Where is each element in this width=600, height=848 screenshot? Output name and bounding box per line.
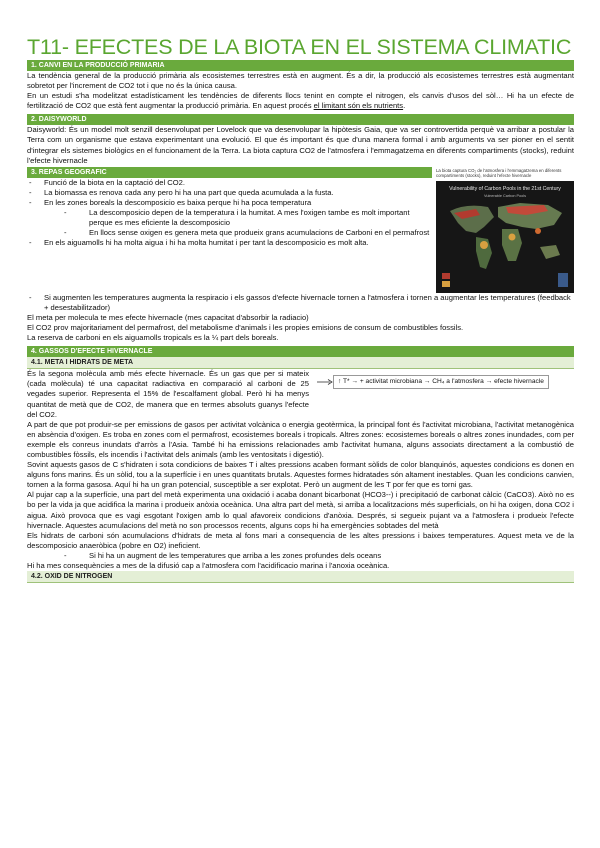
map-subtitle: Vulnerable Carbon Pools [483,193,527,198]
s4-paragraph-4: Al pujar cap a la superfície, una part del metà experimenta una oxidació i acaba donant bicarbonat (HCO3--) i precipitació de carbonat càlcic (CaCO3). Això no es bo per la vida ja que acidifica la marina i produeix anòxia oceànica. Una altra part del metà, si arriba a localitzacions més superficials, on hi ha oxigen, dona CO2 i aigua. Això provoca que es vagi esgotant l'oxigen amb lo qual afavoreix condicions d'anòxia. Després, si segueix pujant va a l'atmosfera i produeix l'efecte hivernacle. Aquestes acumulacions del metà no son processos recents, alguns cops hi ha emergències sobtades del metà [27,490,574,530]
list-item: - Si augmenten les temperatures augmenta la respiracio i els gassos d'efecte hivernacle tornen a l'atmosfera i tornen a augmentar les temperatures (feedback + desestabilitzador) [27,293,574,313]
section-heading-1: 1. CANVI EN LA PRODUCCIÓ PRIMARIA [27,60,574,71]
s1-p2-text: En un estudi s'ha modelitzat estadísticament les tendències de diferents llocs tenint en compte el nitrogen, els canvis d'usos del sòl… Hi ha un efecte de fertilització de CO2 que està fent augmentar la producció primària. En aquest procés [27,91,574,111]
world-map-graphic [436,181,574,293]
s4-paragraph-2: A part de que pot produir-se per emissions de gasos per activitat volcànica o energia geotèrmica, la principal font és l'activitat microbiana, l'activitat metanogènica en absència d'oxigen. Es troba en zones com el permafrost, ecosistemes boreals i tropicals. Altres zones: ecosistemes boreals o altres zones inundades, com per exemple els conreus inundats d'arròs a l'Asia. També hi ha emissions relacionades amb l'activitat humana, alguns associats directament a la combustió de combustibles fòssils, els incendis i l'activitat dels animals (amb les ventositats i digestió). [27,419,574,459]
map-title: Vulnerability of Carbon Pools in the 21st Century [449,185,561,192]
s1-p2-end: . [403,101,406,111]
s1-paragraph-1: La tendència general de la producció primària als ecosistemes terrestres està en augment. És a dir, la producció als ecosistemes terrestres està augmentant sobretot per l'increment de CO2 tot i que no és la única causa. [27,71,574,91]
s4-paragraph-3: Sovint aquests gasos de C s'hidraten i sota condicions de baixes T i altes pressions acaben formant sòlids de color blanquinós, aquestes condicions es donen en alguns fons marins. És un sòlid, tou a la superfície i en unes quantitats brutals. Aquestes formes hidratades són altament inestables. Quan les condicions canvien, tornen a la forma gasosa. Aquí hi ha un gran potencial, susceptible a ser explotat. Però un augment de les T por fer que es torni gas. [27,460,574,490]
list-subitem: - En llocs sense oxigen es genera meta que produeix grans acumulacions de Carboni en el permafrost [27,228,432,238]
s3-text-column [27,166,436,293]
s3-paragraph-2: El CO2 prov majoritariament del permafrost, del metabolisme d'animals i les propies emisions de consum de combustibles fossils. [27,323,464,333]
list-subitem: - Si hi ha un augment de les temperatures que arriba a les zones profundes dels oceans [27,551,574,561]
world-map-image [436,181,574,293]
section-heading-2: 2. DAISYWORLD [27,114,574,125]
s4-paragraph-6: Hi ha mes consequències a mes de la difusió cap a l'atmosfera com l'acidificacio marina i l'anoxia oceànica. [27,561,390,570]
flow-box: ↑ T* → + activitat microbiana → CH₄ a l'atmosfera → efecte hivernacle [333,375,549,389]
list-item: - En les zones boreals la descomposicio es baixa perque hi ha poca temperatura [27,198,432,208]
s3-paragraph-3: La reserva de carboni en els aiguamolls tropicals es la ¼ part dels boreals. [27,333,279,343]
arrow-right-icon [317,377,333,387]
methane-flow-diagram [317,375,574,389]
s4-list [27,551,574,561]
document-title: T11- EFECTES DE LA BIOTA EN EL SISTEMA CLIMATIC [27,35,572,59]
s4-paragraph-5: Els hidrats de carboni són acumulacions d'hidrats de meta al fons mari a consequencia de les altes pressions i baixes temperatures. Aquest meta ve de la descomposicio anaeròbica (pobre en O2) ineficient. [27,530,574,550]
s3-list [27,178,432,249]
s4-intro-row [27,369,574,419]
s3-paragraph-1: El meta per molecula te mes efecte hivernacle (mes capacitat d'absorbir la radiacio) [27,312,309,322]
document-page [27,35,574,583]
section-heading-3: 3. REPAS GEOGRAFIC [27,167,432,178]
list-item: - En els aiguamolls hi ha molta aigua i hi ha molta humitat i per tant la descomposicio es molt alta. [27,238,432,248]
s4-paragraph-1: És la segona molècula amb més efecte hivernacle. És un gas que per si mateix (cada molècula) té una capacitat radiactiva en comparació al carboni de 25 vegades superior. Representa el 15% de l'escalfament global. Però hi ha menys quantitat de metà que de CO2, de manera que en termes absoluts guanys l'efecte del CO2. [27,369,309,419]
s2-paragraph-1: Daisyworld: És un model molt senzill desenvolupat per Lovelock que va desenvolupar la hipòtesis Gaia, que va ser controvertida perquè va arribar a postular la Terra com un organisme que estava experimentant una evolució. El que és important és que d'una manera formal i amb arguments va ser pioner en el sentit d'integrar els sistemes biològics en el funcionament de la Terra. La biota captura CO2 de l'atmosfera i l'emmagatzema en diferents compartiments (stocks), reduint l'efecte hivernacle [27,125,574,165]
list-item: - Funció de la biota en la captació del CO2. [27,178,432,188]
list-subitem: - La descomposicio depen de la temperatura i la humitat. A mes l'oxigen tambe es molt important perque es mes eficiente la descomposicio [27,208,432,228]
section-heading-4: 4. GASSOS D'EFECTE HIVERNACLE [27,346,574,357]
s3-figure [436,166,574,293]
subsection-heading-4-1: 4.1. META I HIDRATS DE META [27,357,574,369]
s1-paragraph-2 [27,91,574,111]
figure-caption: La biota captura CO₂ de l'atmosfera i l'emmagatzema en diferents compartiments (stocks), reduint l'efecte hivernacle [436,167,562,178]
s3-list-continued [27,293,574,313]
list-item: - La biomassa es renova cada any pero hi ha una part que queda acumulada a la fusta. [27,188,432,198]
s3-layout [27,166,574,293]
s1-p2-underlined: el limitant són els nutrients [313,101,404,111]
subsection-heading-4-2: 4.2. OXID DE NITROGEN [27,571,574,583]
